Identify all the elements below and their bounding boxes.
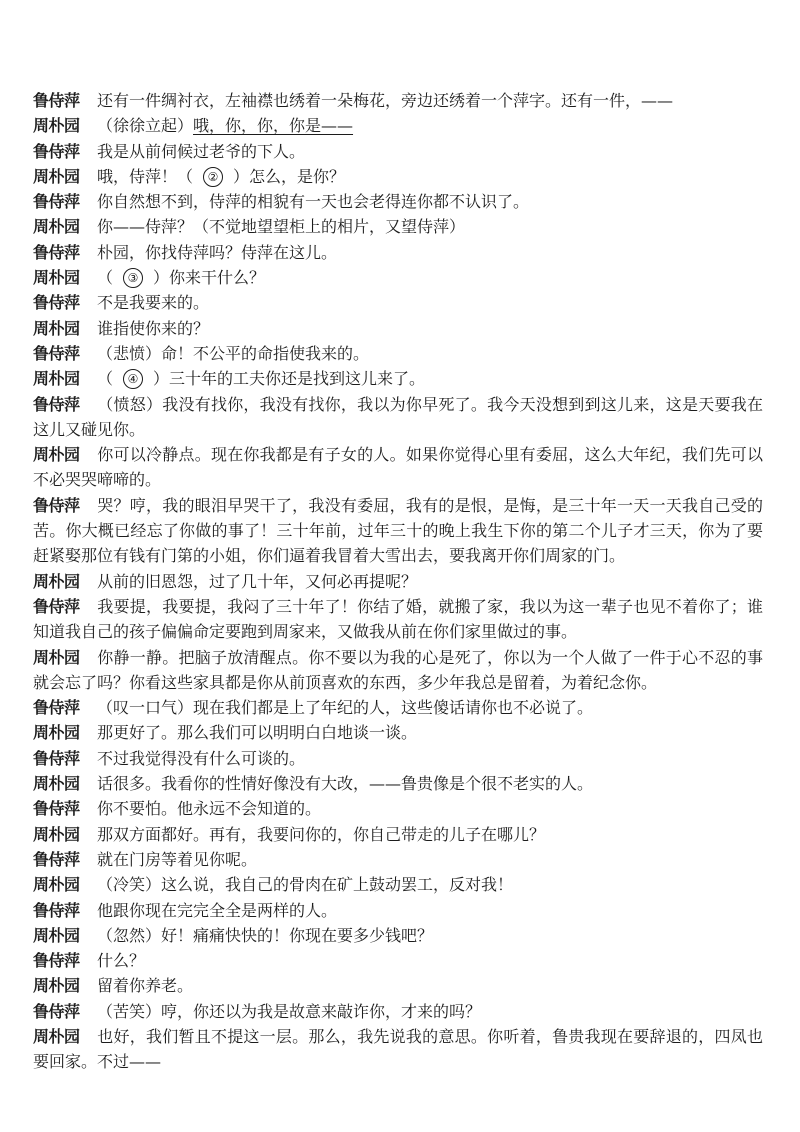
dialogue-text: 不过我觉得没有什么可谈的。	[97, 748, 306, 768]
speaker-name: 周朴园	[33, 318, 80, 338]
dialogue-text: 哦，侍萍！（	[97, 166, 194, 186]
speaker-name: 周朴园	[33, 116, 80, 136]
dialogue-line	[33, 569, 763, 594]
dialogue-line	[33, 898, 763, 923]
speaker-name: 鲁侍萍	[33, 748, 80, 768]
dialogue-line	[33, 265, 763, 290]
speaker-name: 鲁侍萍	[33, 141, 80, 161]
dialogue-text: 就在门房等着见你呢。	[97, 849, 258, 869]
dialogue-line	[33, 771, 763, 796]
dialogue-line	[33, 948, 763, 973]
dialogue-line	[33, 1024, 763, 1075]
dialogue-text: 你静一静。把脑子放清醒点。你不要以为我的心是死了，你以为一个人做了一件于心不忍的事就会忘了吗？你看这些家具都是你从前顶喜欢的东西，多少年我总是留着，为着纪念你。	[33, 647, 763, 692]
dialogue-text: 你自然想不到，侍萍的相貌有一天也会老得连你都不认识了。	[97, 192, 530, 212]
dialogue-text: （苦笑）哼，你还以为我是故意来敲诈你，才来的吗？	[97, 1001, 482, 1021]
dialogue-text: ）三十年的工夫你还是找到这儿来了。	[153, 369, 426, 389]
speaker-name: 周朴园	[33, 976, 80, 996]
dialogue-line	[33, 695, 763, 720]
dialogue-line	[33, 594, 763, 645]
speaker-name: 鲁侍萍	[33, 698, 80, 718]
dialogue-text: （	[97, 268, 114, 288]
speaker-name: 周朴园	[33, 647, 80, 667]
dialogue-text: （叹一口气）现在我们都是上了年纪的人，这些傻话请你也不必说了。	[97, 698, 594, 718]
speaker-name: 鲁侍萍	[33, 596, 80, 616]
speaker-name: 鲁侍萍	[33, 900, 80, 920]
dialogue-text: 从前的旧恩怨，过了几十年，又何必再提呢？	[97, 571, 418, 591]
dialogue-text: ）你来干什么？	[153, 268, 266, 288]
dialogue-text: 我是从前伺候过老爷的下人。	[97, 141, 306, 161]
dialogue-text: 不是我要来的。	[97, 293, 210, 313]
speaker-name: 鲁侍萍	[33, 394, 80, 414]
blank-marker: ④	[123, 369, 143, 389]
dialogue-text: 他跟你现在完完全全是两样的人。	[97, 900, 338, 920]
speaker-name: 周朴园	[33, 1026, 80, 1046]
dialogue-text: 我要提，我要提，我闷了三十年了！你结了婚，就搬了家，我以为这一辈子也见不着你了；谁知道我自己的孩子偏偏命定要跑到周家来，又做我从前在你们家里做过的事。	[33, 596, 763, 642]
document-page	[33, 88, 763, 1075]
dialogue-line	[33, 796, 763, 821]
dialogue-text: 你可以冷静点。现在你我都是有子女的人。如果你觉得心里有委屈，这么大年纪，我们先可以不必哭哭啼啼的。	[33, 445, 763, 490]
dialogue-line	[33, 720, 763, 745]
dialogue-line	[33, 113, 763, 138]
speaker-name: 周朴园	[33, 925, 80, 945]
speaker-name: 周朴园	[33, 774, 80, 794]
dialogue-line	[33, 392, 763, 443]
dialogue-line	[33, 493, 763, 569]
dialogue-text: 留着你养老。	[97, 976, 194, 996]
dialogue-text: （	[97, 369, 114, 389]
dialogue-line	[33, 341, 763, 366]
speaker-name: 鲁侍萍	[33, 293, 80, 313]
speaker-name: 鲁侍萍	[33, 951, 80, 971]
dialogue-line	[33, 316, 763, 341]
speaker-name: 鲁侍萍	[33, 495, 80, 515]
dialogue-line	[33, 645, 763, 696]
dialogue-line	[33, 214, 763, 239]
dialogue-line	[33, 872, 763, 897]
speaker-name: 鲁侍萍	[33, 242, 80, 262]
dialogue-text: 那更好了。那么我们可以明明白白地谈一谈。	[97, 723, 418, 743]
dialogue-line	[33, 290, 763, 315]
blank-marker: ③	[123, 268, 143, 288]
dialogue-line	[33, 366, 763, 391]
dialogue-line	[33, 999, 763, 1024]
speaker-name: 鲁侍萍	[33, 1001, 80, 1021]
speaker-name: 周朴园	[33, 369, 80, 389]
dialogue-text: 什么？	[97, 951, 146, 971]
dialogue-line	[33, 746, 763, 771]
dialogue-line	[33, 164, 763, 189]
stage-direction: （徐徐立起）	[97, 116, 194, 136]
dialogue-line	[33, 240, 763, 265]
dialogue-line	[33, 442, 763, 493]
speaker-name: 周朴园	[33, 723, 80, 743]
dialogue-text: 你——侍萍？（不觉地望望柜上的相片，又望侍萍）	[97, 217, 466, 237]
dialogue-text: （忽然）好！痛痛快快的！你现在要多少钱吧？	[97, 925, 434, 945]
dialogue-text: 话很多。我看你的性情好像没有大改，——鲁贵像是个很不老实的人。	[97, 774, 594, 794]
dialogue-text: 你不要怕。他永远不会知道的。	[97, 799, 322, 819]
dialogue-line	[33, 923, 763, 948]
dialogue-text: 朴园，你找侍萍吗？侍萍在这儿。	[97, 242, 338, 262]
dialogue-line	[33, 139, 763, 164]
dialogue-line	[33, 88, 763, 113]
speaker-name: 鲁侍萍	[33, 91, 80, 110]
speaker-name: 周朴园	[33, 875, 80, 895]
dialogue-text: （冷笑）这么说，我自己的骨肉在矿上鼓动罢工，反对我！	[97, 875, 514, 895]
dialogue-text: 还有一件绸衬衣，左袖襟也绣着一朵梅花，旁边还绣着一个萍字。还有一件，——	[97, 91, 674, 110]
speaker-name: 周朴园	[33, 824, 80, 844]
speaker-name: 鲁侍萍	[33, 192, 80, 212]
dialogue-text: （悲愤）命！不公平的命指使我来的。	[97, 343, 370, 363]
underlined-text: 哦，你，你，你是——	[193, 116, 354, 136]
speaker-name: 鲁侍萍	[33, 849, 80, 869]
dialogue-line	[33, 973, 763, 998]
speaker-name: 鲁侍萍	[33, 343, 80, 363]
dialogue-line	[33, 847, 763, 872]
speaker-name: 鲁侍萍	[33, 799, 80, 819]
dialogue-line	[33, 822, 763, 847]
dialogue-text: 谁指使你来的？	[97, 318, 210, 338]
speaker-name: 周朴园	[33, 445, 80, 465]
speaker-name: 周朴园	[33, 268, 80, 288]
dialogue-line	[33, 189, 763, 214]
speaker-name: 周朴园	[33, 571, 80, 591]
speaker-name: 周朴园	[33, 217, 80, 237]
dialogue-text: 也好，我们暂且不提这一层。那么，我先说我的意思。你听着，鲁贵我现在要辞退的，四凤也要回家。不过——	[33, 1026, 763, 1072]
dialogue-text: ）怎么，是你？	[233, 166, 346, 186]
dialogue-text: 哭？哼，我的眼泪早哭干了，我没有委屈，我有的是恨，是悔，是三十年一天一天我自己受的苦。你大概已经忘了你做的事了！三十年前，过年三十的晚上我生下你的第二个儿子才三天，你为了要赶紧娶那位有钱有门第的小姐，你们逼着我冒着大雪出去，要我离开你们周家的门。	[33, 495, 763, 566]
blank-marker: ②	[203, 167, 223, 187]
dialogue-text: （愤怒）我没有找你，我没有找你，我以为你早死了。我今天没想到到这儿来，这是天要我在这儿又碰见你。	[33, 394, 763, 439]
dialogue-text: 那双方面都好。再有，我要问你的，你自己带走的儿子在哪儿？	[97, 824, 546, 844]
speaker-name: 周朴园	[33, 166, 80, 186]
